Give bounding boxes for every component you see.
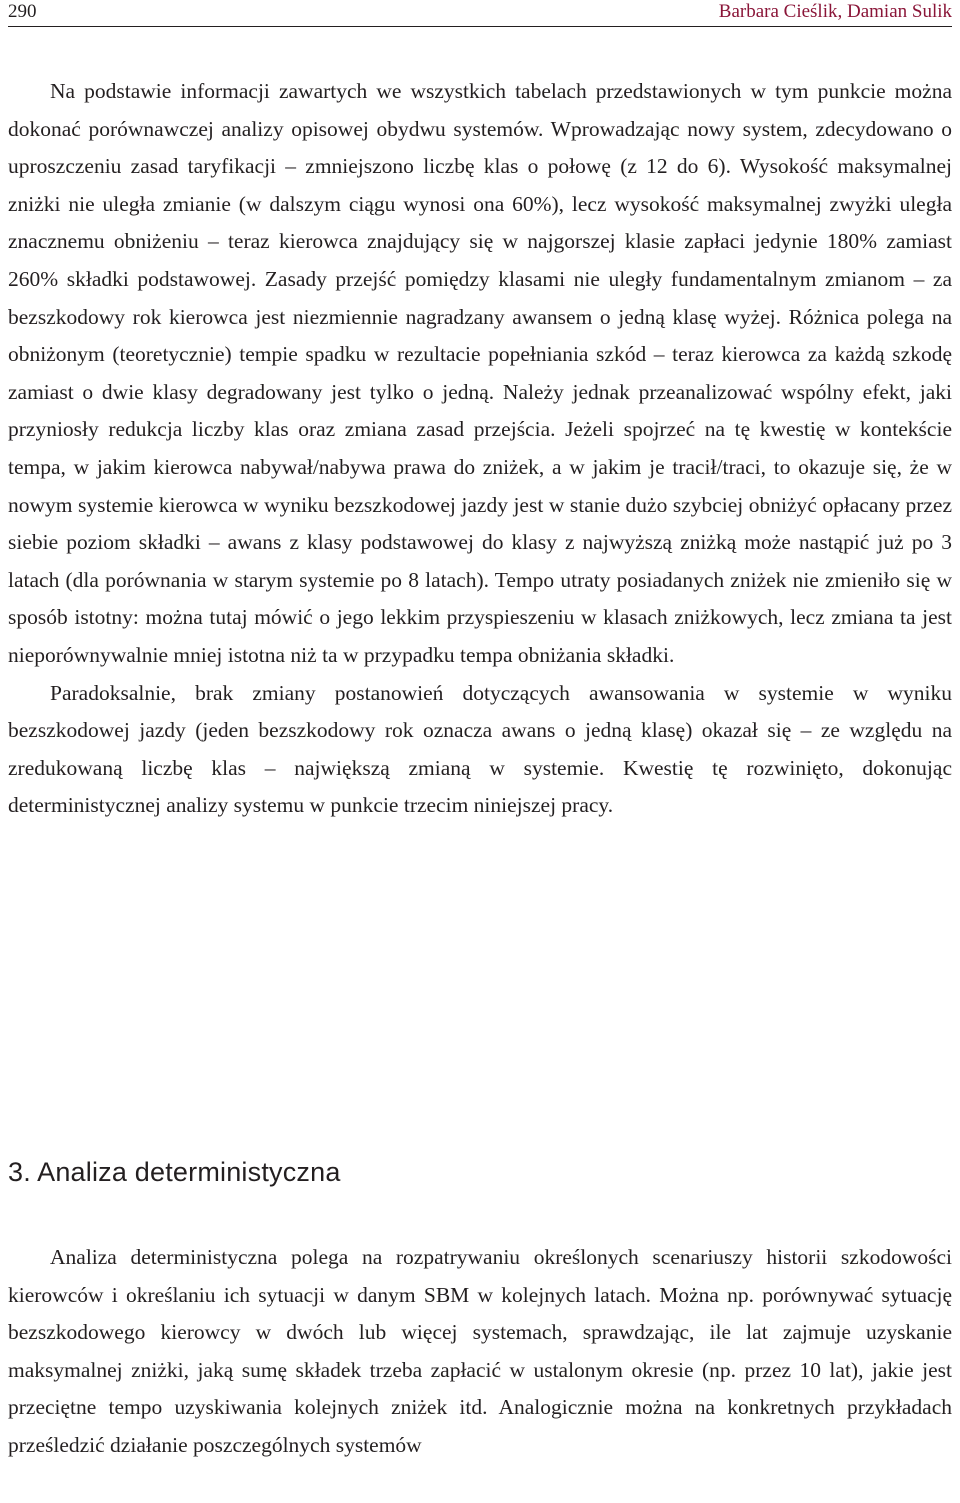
paragraph: Paradoksalnie, brak zmiany postanowień dotyczących awansowania w systemie w wyniku bezszkodowej jazdy (jeden bezszkodowy rok oznacza awans o jedną klasę) okazał się – ze względu na zredukowaną liczbę klas – największą zmianą w systemie. Kwestię tę rozwinięto, dokonując deterministycznej analizy systemu w punkcie trzecim niniejszej pracy.: [8, 680, 952, 818]
body-text-section: [8, 1239, 952, 1465]
page-number: 290: [8, 1, 37, 22]
section-heading: 3. Analiza deterministyczna: [8, 1157, 341, 1187]
body-text-top: [8, 73, 952, 825]
paragraph: Na podstawie informacji zawartych we wszystkich tabelach przedstawionych w tym punkcie można dokonać porównawczej analizy opisowej obydwu systemów. Wprowadzając nowy system, zdecydowano o uproszczeniu zasad taryfikacji – zmniejszono liczbę klas o połowę (z 12 do 6). Wysokość maksymalnej zniżki nie uległa zmianie (w dalszym ciągu wynosi ona 60%), lecz wysokość maksymalnej zwyżki uległa znacznemu obniżeniu – teraz kierowca znajdujący się w najgorszej klasie zapłaci jedynie 180% zamiast 260% składki podstawowej. Zasady przejść pomiędzy klasami nie uległy fundamentalnym zmianom – za bezszkodowy rok kierowca jest niezmiennie nagradzany awansem o jedną klasę wyżej. Różnica polega na obniżonym (teoretycznie) tempie spadku w rezultacie popełniania szkód – teraz kierowca za każdą szkodę zamiast o dwie klasy degradowany jest tylko o jedną. Należy jednak przeanalizować wspólny efekt, jaki przyniosły redukcja liczby klas oraz zmiana zasad przejścia. Jeżeli spojrzeć na tę kwestię w kontekście tempa, w jakim kierowca nabywał/nabywa prawa do zniżek, a w jakim je tracił/traci, to okazuje się, że w nowym systemie kierowca w wyniku bezszkodowej jazdy jest w stanie dużo szybciej obniżyć opłacany przez siebie poziom składki – awans z klasy podstawowej do klasy z najwyższą zniżką może nastąpić już po 3 latach (dla porównania w starym systemie po 8 latach). Tempo utraty posiadanych zniżek nie zmieniło się w sposób istotny: można tutaj mówić o jego lekkim przyspieszeniu w klasach zniżkowych, lecz zmiana ta jest nieporównywalnie mniej istotna niż ta w przypadku tempa obniżania składki.: [8, 79, 952, 667]
running-header: [8, 0, 952, 27]
paragraph: Analiza deterministyczna polega na rozpatrywaniu określonych scenariuszy historii szkodowości kierowców i określaniu ich sytuacji w danym SBM w kolejnych latach. Można np. porównywać sytuację bezszkodowego kierowcy w dwóch lub więcej systemach, sprawdzając, ile lat zajmuje uzyskanie maksymalnej zniżki, jaką sumę składek trzeba zapłacić w ustalonym okresie (np. przez 10 lat), jakie jest przeciętne tempo uzyskiwania kolejnych zniżek itd. Analogicznie można na konkretnych przykładach prześledzić działanie poszczególnych systemów: [8, 1245, 952, 1457]
running-header-authors: Barbara Cieślik, Damian Sulik: [718, 1, 952, 22]
